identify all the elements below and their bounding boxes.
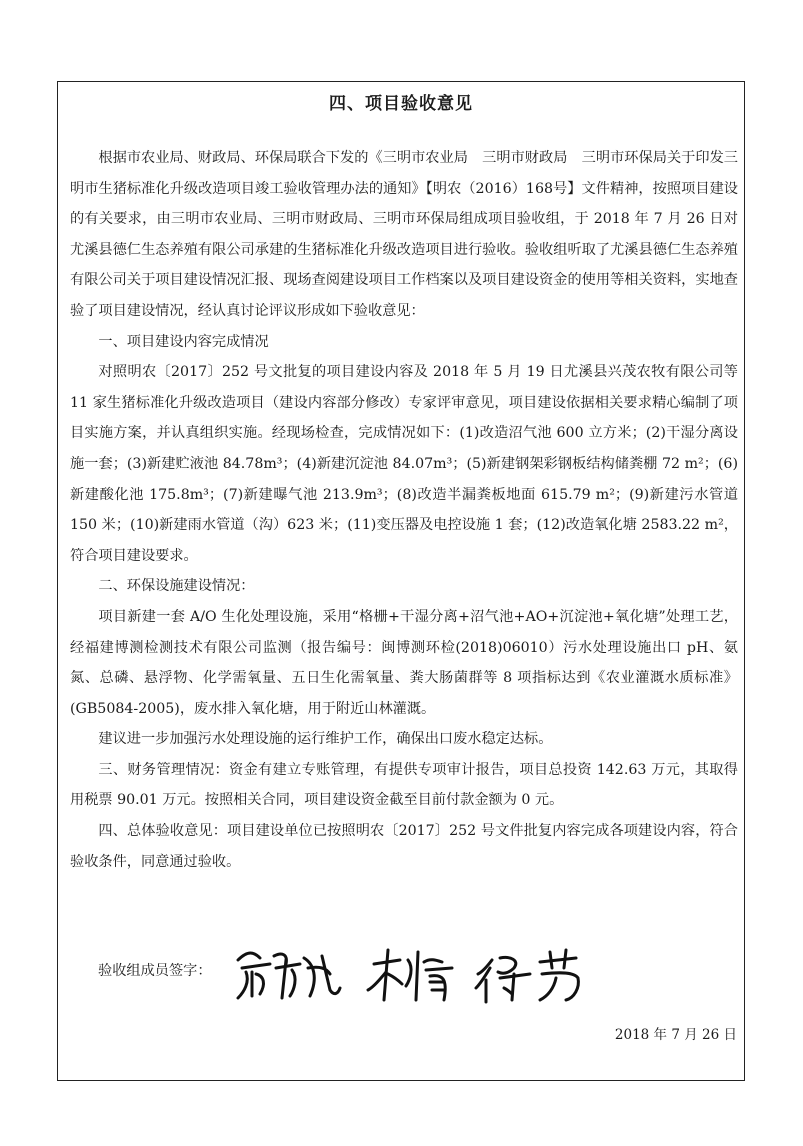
signature-row — [70, 938, 738, 1008]
suggestion-paragraph: 建议进一步加强污水处理设施的运行维护工作，确保出口废水稳定达标。 — [98, 731, 553, 748]
handwritten-signatures — [230, 938, 650, 1008]
signature-label: 验收组成员签字： — [98, 963, 212, 979]
finance-paragraph: 三、财务管理情况：资金有建立专账管理，有提供专项审计报告，项目总投资 142.63 万元，其取得用税票 90.01 万元。按照相关合同，项目建设资金截至目前付款金额为 0 元。 — [70, 761, 738, 809]
signature-1 — [238, 953, 340, 998]
subheading-2: 二、环保设施建设情况： — [98, 578, 255, 595]
section-title: 四、项目验收意见 — [329, 94, 473, 114]
signature-2 — [368, 950, 452, 1000]
document-body — [70, 143, 738, 877]
environment-paragraph: 项目新建一套 A/O 生化处理设施，采用“格栅+干湿分离+沼气池+AO+沉淀池+氧化塘”处理工艺，经福建博测检测技术有限公司监测（报告编号：闽博测环检(2018)06010）污水处理设施出口 pH、氨氮、总磷、悬浮物、化学需氧量、五日生化需氧量、粪大肠菌群等 8 项指标达到《农业灌溉水质标准》(GB5084-2005)，废水排入氧化塘，用于附近山林灌溉。 — [70, 608, 738, 717]
signing-date: 2018 年 7 月 26 日 — [614, 1027, 737, 1043]
subheading-1: 一、项目建设内容完成情况 — [98, 333, 269, 350]
intro-paragraph: 根据市农业局、财政局、环保局联合下发的《三明市农业局 三明市财政局 三明市环保局关于印发三明市生猪标准化升级改造项目竣工验收管理办法的通知》【明农（2016）168号】文件精神，按照项目建设的有关要求，由三明市农业局、三明市财政局、三明市环保局组成项目验收组，于 2018 年 7 月 26 日对尤溪县德仁生态养殖有限公司承建的生猪标准化升级改造项目进行验收。验收组听取了尤溪县德仁生态养殖有限公司关于项目建设情况汇报、现场查阅建设项目工作档案以及项目建设资金的使用等相关资料，实地查验了项目建设情况，经认真讨论评议形成如下验收意见： — [70, 150, 738, 319]
conclusion-paragraph: 四、总体验收意见：项目建设单位已按照明农〔2017〕252 号文件批复内容完成各项建设内容，符合验收条件，同意通过验收。 — [70, 823, 738, 870]
signature-3 — [476, 950, 578, 1002]
construction-paragraph: 对照明农〔2017〕252 号文批复的项目建设内容及 2018 年 5 月 19 日尤溪县兴茂农牧有限公司等 11 家生猪标准化升级改造项目（建设内容部分修改）专家评审意见，项目建设依据相关要求精心编制了项目实施方案，并认真组织实施。经现场检查，完成情况如下：(1)改造沼气池 600 立方米；(2)干湿分离设施一套；(3)新建贮液池 84.78m³；(4)新建沉淀池 84.07m³；(5)新建钢架彩钢板结构储粪棚 72 m²；(6)新建酸化池 175.8m³；(7)新建曝气池 213.9m³；(8)改造半漏粪板地面 615.79 m²；(9)新建污水管道 150 米；(10)新建雨水管道（沟）623 米；(11)变压器及电控设施 1 套；(12)改造氧化塘 2583.22 m²，符合项目建设要求。 — [70, 364, 738, 564]
